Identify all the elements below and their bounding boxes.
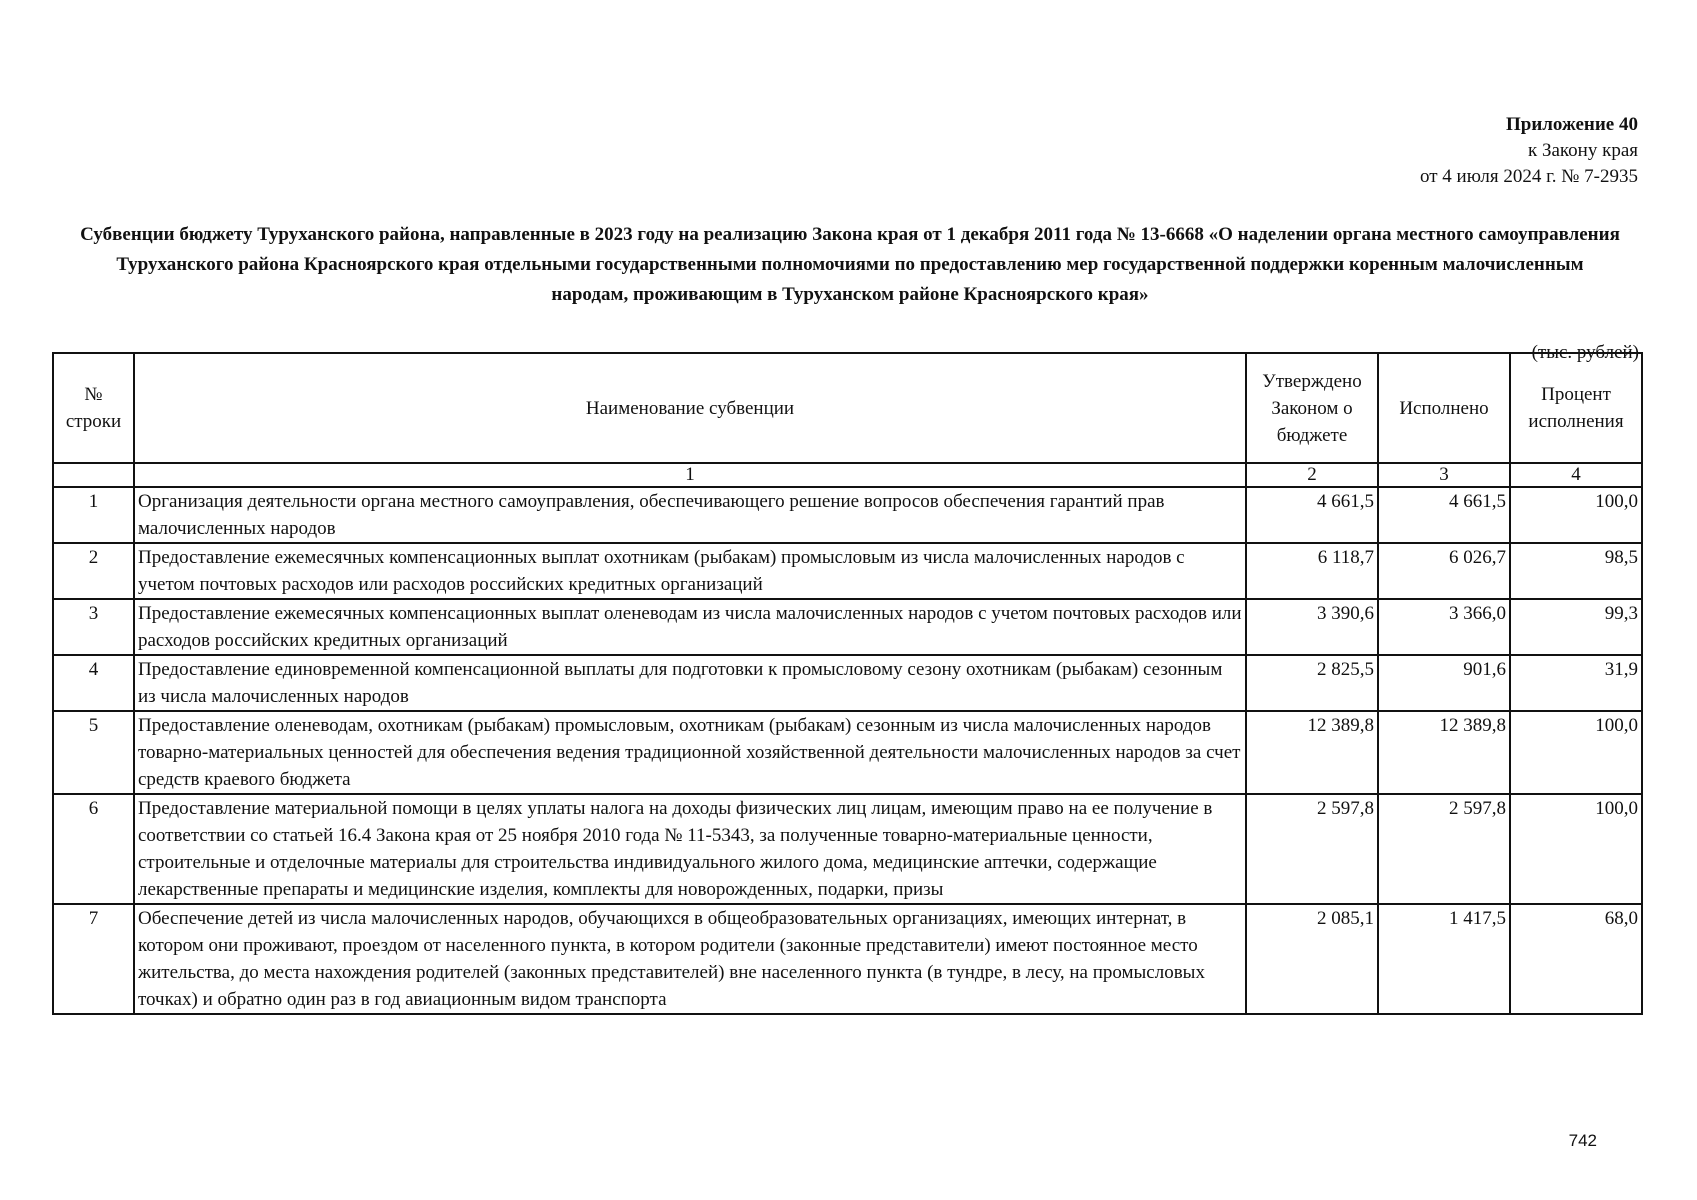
appendix-law-ref: к Закону края bbox=[1527, 140, 1638, 161]
column-index: 1 bbox=[134, 463, 1246, 487]
table-row bbox=[53, 794, 1642, 904]
approved-amount: 2 597,8 bbox=[1246, 794, 1378, 904]
table-row bbox=[53, 599, 1642, 655]
subvention-name: Предоставление единовременной компенсационной выплаты для подготовки к промысловому сезону охотникам (рыбакам) сезонным из числа малочисленных народов bbox=[134, 655, 1246, 711]
executed-amount: 2 597,8 bbox=[1378, 794, 1510, 904]
header-row-number: № строки bbox=[53, 353, 134, 463]
document-title: Субвенции бюджету Туруханского района, направленные в 2023 году на реализацию Закона края от 1 декабря 2011 года № 13-6668 «О наделении органа местного самоуправления Туруханского района Красноярского края отдельными государственными полномочиями по предоставлению мер государственной поддержки коренным малочисленным народам, проживающим в Туруханском районе Красноярского края» bbox=[80, 224, 1620, 305]
page-number: 742 bbox=[1568, 1131, 1597, 1150]
approved-amount: 2 825,5 bbox=[1246, 655, 1378, 711]
row-number: 6 bbox=[53, 794, 134, 904]
execution-percent: 100,0 bbox=[1510, 794, 1642, 904]
header-executed: Исполнено bbox=[1378, 353, 1510, 463]
header-percent: Процент исполнения bbox=[1510, 353, 1642, 463]
units-label: (тыс. рублей) bbox=[1531, 342, 1639, 363]
subventions-table bbox=[52, 352, 1643, 1015]
row-number: 3 bbox=[53, 599, 134, 655]
table-row bbox=[53, 711, 1642, 794]
table-row bbox=[53, 655, 1642, 711]
approved-amount: 12 389,8 bbox=[1246, 711, 1378, 794]
table-row bbox=[53, 904, 1642, 1014]
executed-amount: 1 417,5 bbox=[1378, 904, 1510, 1014]
execution-percent: 31,9 bbox=[1510, 655, 1642, 711]
table-row bbox=[53, 487, 1642, 543]
appendix-law-date: от 4 июля 2024 г. № 7-2935 bbox=[1419, 166, 1638, 187]
executed-amount: 12 389,8 bbox=[1378, 711, 1510, 794]
executed-amount: 6 026,7 bbox=[1378, 543, 1510, 599]
execution-percent: 100,0 bbox=[1510, 711, 1642, 794]
approved-amount: 4 661,5 bbox=[1246, 487, 1378, 543]
execution-percent: 98,5 bbox=[1510, 543, 1642, 599]
column-index: 3 bbox=[1378, 463, 1510, 487]
executed-amount: 901,6 bbox=[1378, 655, 1510, 711]
subvention-name: Предоставление оленеводам, охотникам (рыбакам) промысловым, охотникам (рыбакам) сезонным из числа малочисленных народов товарно-материальных ценностей для обеспечения ведения традиционной хозяйственной деятельности малочисленных народов за счет средств краевого бюджета bbox=[134, 711, 1246, 794]
execution-percent: 100,0 bbox=[1510, 487, 1642, 543]
column-index: 4 bbox=[1510, 463, 1642, 487]
executed-amount: 4 661,5 bbox=[1378, 487, 1510, 543]
table-row bbox=[53, 543, 1642, 599]
column-index bbox=[53, 463, 134, 487]
header-subvention-name: Наименование субвенции bbox=[134, 353, 1246, 463]
execution-percent: 99,3 bbox=[1510, 599, 1642, 655]
executed-amount: 3 366,0 bbox=[1378, 599, 1510, 655]
column-index-row bbox=[53, 463, 1642, 487]
execution-percent: 68,0 bbox=[1510, 904, 1642, 1014]
table-header-row bbox=[53, 353, 1642, 463]
subvention-name: Обеспечение детей из числа малочисленных народов, обучающихся в общеобразовательных организациях, имеющих интернат, в котором они проживают, проездом от населенного пункта, в котором родители (законные представители) имеют постоянное место жительства, до места нахождения родителей (законных представителей) вне населенного пункта (в тундре, в лесу, на промысловых точках) и обратно один раз в год авиационным видом транспорта bbox=[134, 904, 1246, 1014]
row-number: 5 bbox=[53, 711, 134, 794]
row-number: 4 bbox=[53, 655, 134, 711]
appendix-block bbox=[1420, 112, 1638, 190]
row-number: 2 bbox=[53, 543, 134, 599]
subvention-name: Предоставление ежемесячных компенсационных выплат охотникам (рыбакам) промысловым из числа малочисленных народов с учетом почтовых расходов или расходов российских кредитных организаций bbox=[134, 543, 1246, 599]
row-number: 7 bbox=[53, 904, 134, 1014]
header-approved: Утверждено Законом о бюджете bbox=[1246, 353, 1378, 463]
approved-amount: 6 118,7 bbox=[1246, 543, 1378, 599]
approved-amount: 2 085,1 bbox=[1246, 904, 1378, 1014]
subvention-name: Предоставление материальной помощи в целях уплаты налога на доходы физических лиц лицам, имеющим право на ее получение в соответствии со статьей 16.4 Закона края от 25 ноября 2010 года № 11-5343, за полученные товарно-материальные ценности, строительные и отделочные материалы для строительства индивидуального жилого дома, медицинские аптечки, содержащие лекарственные препараты и медицинские изделия, комплекты для новорожденных, подарки, призы bbox=[134, 794, 1246, 904]
subvention-name: Предоставление ежемесячных компенсационных выплат оленеводам из числа малочисленных народов с учетом почтовых расходов или расходов российских кредитных организаций bbox=[134, 599, 1246, 655]
subvention-name: Организация деятельности органа местного самоуправления, обеспечивающего решение вопросов обеспечения гарантий прав малочисленных народов bbox=[134, 487, 1246, 543]
appendix-title: Приложение 40 bbox=[1505, 114, 1638, 135]
approved-amount: 3 390,6 bbox=[1246, 599, 1378, 655]
row-number: 1 bbox=[53, 487, 134, 543]
column-index: 2 bbox=[1246, 463, 1378, 487]
